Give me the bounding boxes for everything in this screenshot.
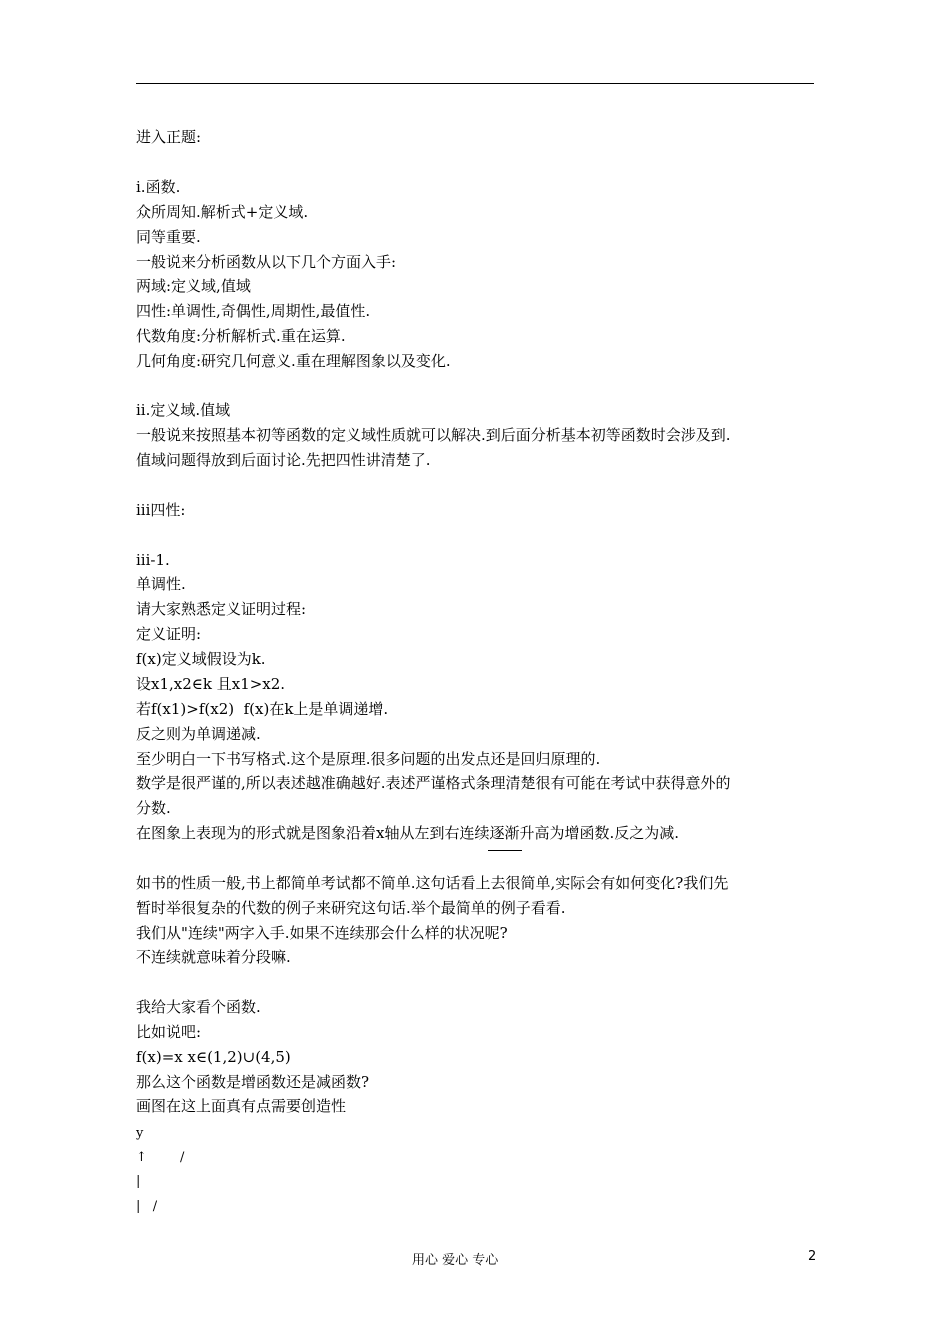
text-line: 几何角度:研究几何意义.重在理解图象以及变化.	[136, 352, 451, 370]
text-line: 单调性.	[136, 575, 186, 593]
ascii-graph-line: y	[136, 1126, 144, 1141]
text-line: 代数角度:分析解析式.重在运算.	[136, 327, 346, 345]
text-line: 请大家熟悉定义证明过程:	[136, 600, 307, 618]
header-rule	[136, 83, 814, 84]
text-line: 如书的性质一般,书上都简单考试都不简单.这句话看上去很简单,实际会有如何变化?我们先	[136, 874, 729, 892]
text-line: 比如说吧:	[136, 1023, 202, 1041]
text-line: 那么这个函数是增函数还是减函数?	[136, 1073, 370, 1091]
text-line: 在图象上表现为的形式就是图象沿着x轴从左到右连续逐渐升高为增函数.反之为减.	[136, 824, 679, 842]
text-line: 分数.	[136, 799, 171, 817]
text-line: 我们从"连续"两字入手.如果不连续那会什么样的状况呢?	[136, 924, 508, 942]
text-line: 同等重要.	[136, 228, 201, 246]
text-line: 值域问题得放到后面讨论.先把四性讲清楚了.	[136, 451, 431, 469]
ascii-graph-line: |	[136, 1174, 141, 1189]
text-line: iii-1.	[136, 551, 170, 569]
text-line: 定义证明:	[136, 625, 202, 643]
text-line: 一般说来按照基本初等函数的定义域性质就可以解决.到后面分析基本初等函数时会涉及到.	[136, 426, 731, 444]
text-line: iii四性:	[136, 501, 186, 519]
text-line: 众所周知.解析式+定义域.	[136, 203, 309, 221]
text-line: 一般说来分析函数从以下几个方面入手:	[136, 253, 397, 271]
text-line: 两域:定义域,值域	[136, 277, 251, 295]
text-line: 不连续就意味着分段嘛.	[136, 948, 291, 966]
text-line: 若f(x1)>f(x2) f(x)在k上是单调递增.	[136, 700, 389, 718]
formula-line: f(x)=x x∈(1,2)∪(4,5)	[136, 1048, 291, 1066]
text-line: 画图在这上面真有点需要创造性	[136, 1097, 347, 1115]
text-line: 四性:单调性,奇偶性,周期性,最值性.	[136, 302, 371, 320]
text-line: f(x)定义域假设为k.	[136, 650, 266, 668]
text-line: 数学是很严谨的,所以表述越准确越好.表述严谨格式条理清楚很有可能在考试中获得意外的	[136, 774, 731, 792]
text-line: 我给大家看个函数.	[136, 998, 261, 1016]
page-number: 2	[808, 1249, 817, 1264]
text-line: 反之则为单调递减.	[136, 725, 261, 743]
page-footer: 用心 爱心 专心	[412, 1253, 499, 1268]
ascii-graph-line: ↑ /	[136, 1150, 185, 1165]
text-line: i.函数.	[136, 178, 181, 196]
text-line: 至少明白一下书写格式.这个是原理.很多问题的出发点还是回归原理的.	[136, 750, 601, 768]
text-line: ii.定义域.值域	[136, 401, 231, 419]
text-line: 设x1,x2∈k 且x1>x2.	[136, 675, 286, 693]
text-line: 暂时举很复杂的代数的例子来研究这句话.举个最简单的例子看看.	[136, 899, 566, 917]
ascii-graph-line: | /	[136, 1199, 158, 1214]
section-divider	[488, 850, 522, 851]
text-line: 进入正题:	[136, 128, 202, 146]
